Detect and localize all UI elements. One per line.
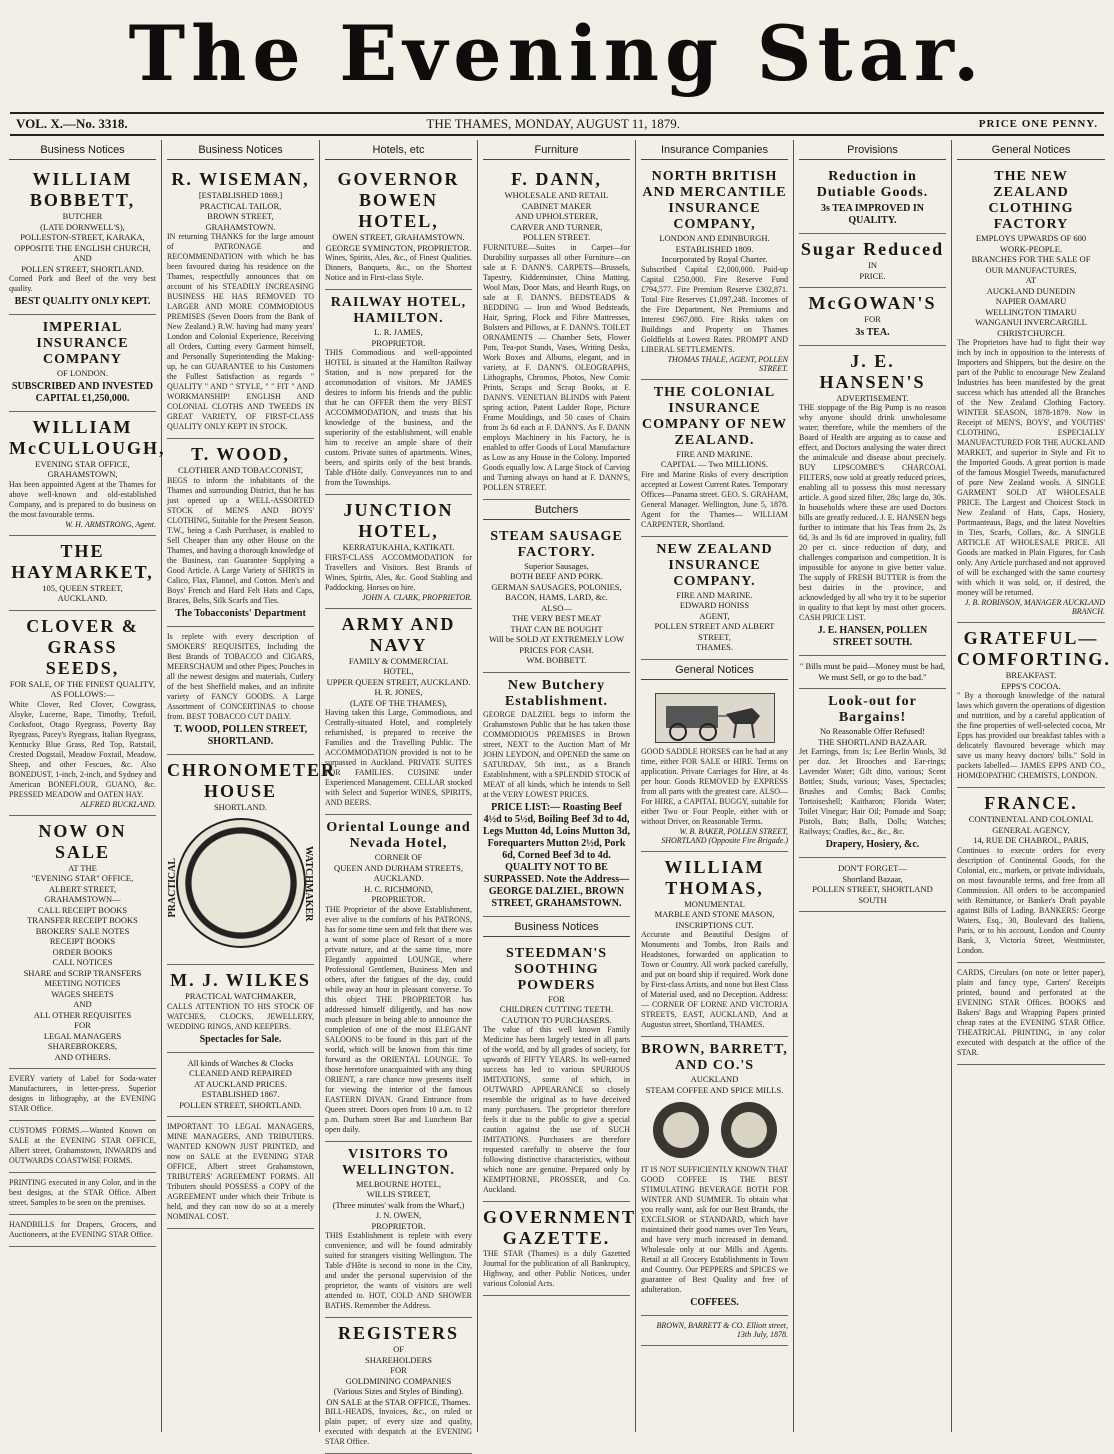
ad-line: CHILDREN CUTTING TEETH. bbox=[499, 1004, 614, 1014]
ad-headline: STEAM SAUSAGE FACTORY. bbox=[490, 528, 623, 560]
ad-signature: ALFRED BUCKLAND. bbox=[80, 799, 156, 809]
ad-body: THE stoppage of the Big Pump is no reason why anyone should drink unwholesome water; therefore, while the members of the Board of Health are arguing as to cause and effect, and Doctors analysing the water direct the animalcule and disease about precisely. BUY LIPSCOMBE'S CHARCOAL FILTERS, now sold at greatly reduced prices, enabling all to possess this most necessary article. A good sized filter, 28s; large do, 30s. In households where these are used Doctors bills are greatly reduced. J. E. HANSEN begs further to intimate that his Teas from 2s, 2s 6d, 3s and 3s 6d are improved in quality, full 20 per ct. since reduction of duty, and challenges comparison and competition. It is impossible for anyone to give better value. The supply of FRESH BUTTER is from the best dairies in the province, and acknowledged by all who try it to be superior in quality to that kept by most other grocers. CASH PRICE LIST. bbox=[799, 403, 946, 622]
ad-subhead: PRICE LIST:— Roasting Beef 4½d to 5½d, Boiling Beef 3d to 4d, Legs Mutton 4d, Loins Mutton 3d, Forequarters Mutton 2½d, Pork 6d, Corned Beef 3d to 4d. QUALITY NOT TO BE SURPASSED. Note the Address— GEORGE DALZIEL, BROWN STREET, GRAHAMSTOWN. bbox=[483, 801, 630, 909]
column bbox=[636, 140, 794, 1432]
advertisement bbox=[325, 290, 472, 495]
ad-subhead: SUBSCRIBED AND INVESTED CAPITAL £1,250,000. bbox=[11, 380, 154, 404]
ad-line: FIRE AND MARINE. bbox=[676, 589, 753, 600]
ad-line: CAUTION TO PURCHASERS. bbox=[501, 1014, 612, 1025]
advertisement bbox=[9, 412, 166, 536]
ad-headline: GOVERNOR BOWEN HOTEL, bbox=[337, 169, 460, 231]
ad-line: OF LONDON. bbox=[57, 368, 108, 378]
ad-body: Jet Earrings, from 1s; Lee Berlin Wools, 3d per doz. Jet Brooches and Ear-rings; Lavender Water; Gilt ditto, various; Scent Bottles; Studs, various; Vases, Spectacles; Brushes and Combs; Back Combs; Tortoiseshell; Kaitharon; Florida Water; Toilet Vinegar; Hair Oil; Pomade and Soap; Pistols, Bats; Balls, Dolls; Watches; Railways; Cradles, &c., &c., &c. bbox=[799, 747, 946, 836]
ad-headline: McGOWAN'S bbox=[808, 293, 937, 313]
ad-headline: Oriental Lounge and Nevada Hotel, bbox=[326, 820, 471, 851]
ad-subhead: Spectacles for Sale. bbox=[199, 1033, 282, 1045]
column bbox=[794, 140, 952, 1432]
ad-line: MELBOURNE HOTEL, bbox=[356, 1178, 441, 1189]
advertisement bbox=[325, 815, 472, 1142]
ad-headline: JUNCTION HOTEL, bbox=[343, 500, 454, 541]
ad-line: GOLDMINING COMPANIES bbox=[345, 1375, 452, 1386]
advertisement bbox=[483, 164, 630, 500]
ad-line: FOR bbox=[864, 314, 881, 324]
advertisement bbox=[483, 941, 630, 1203]
ad-headline: GRATEFUL—COMFORTING. bbox=[957, 628, 1111, 669]
ad-line: RECEIPT BOOKS bbox=[49, 936, 116, 946]
ad-line: CLEANED AND REPAIRED bbox=[189, 1068, 292, 1078]
ad-line: WILLIS STREET, bbox=[366, 1189, 431, 1199]
ad-line: CORNER OF bbox=[374, 852, 423, 862]
ad-line: HOTEL, bbox=[383, 666, 414, 676]
price: PRICE ONE PENNY. bbox=[978, 118, 1098, 130]
ad-body: White Clover, Red Clover, Cowgrass, Alsyke, Lucerne, Rape, Timothy, Trefoil, Cocksfoot, Otago Ryegrass, Poverty Bay Ryegrass, Pacey's Ryegrass, Italian Ryegrass, Kentucky Blue Grass, Red Top, Ratstail, Crested Dogstail, Meadow Foxtail, Meadow, Sheep, and other Fescues, &c. Also BONEDUST, 1-inch, 2-inch, and Sydney and American BONEFLOUR, GUANO, &c. PRESSED MEADOW and OATEN HAY. bbox=[9, 699, 156, 799]
ad-line: EPPS'S COCOA. bbox=[1001, 680, 1061, 691]
ad-headline: T. WOOD, bbox=[191, 444, 290, 464]
ad-line: NAPIER OAMARU bbox=[995, 296, 1067, 306]
advertisement bbox=[641, 1316, 788, 1346]
column bbox=[4, 140, 166, 1432]
ad-line: POLLEN STREET, SHORTLAND. bbox=[21, 263, 144, 274]
advertisement bbox=[325, 164, 472, 290]
newspaper-title: The Evening Star. bbox=[128, 9, 986, 98]
ad-headline: NOW ON SALE bbox=[38, 820, 127, 862]
ad-line: AUCKLAND. bbox=[57, 593, 108, 603]
ad-line: (Three minutes' walk from the Wharf,) bbox=[332, 1199, 465, 1210]
ad-line: (Various Sizes and Styles of Binding). bbox=[333, 1386, 464, 1396]
ad-headline: THE COLONIAL INSURANCE COMPANY OF NEW ZEALAND. bbox=[642, 384, 787, 448]
coffee-brand-badges bbox=[645, 1099, 785, 1161]
advertisement bbox=[9, 315, 156, 412]
ad-line: CALL RECEIPT BOOKS bbox=[37, 904, 128, 915]
ad-line: BACON, HAMS, LARD, &c. bbox=[505, 592, 608, 602]
ad-headline: RAILWAY HOTEL, HAMILTON. bbox=[330, 295, 467, 326]
ad-line: (LATE DORNWELL'S), bbox=[40, 221, 125, 232]
ad-headline: WILLIAM McCULLOUGH, bbox=[9, 416, 166, 458]
advertisement bbox=[9, 1069, 156, 1121]
ad-line: BROWN STREET, bbox=[207, 211, 274, 221]
ad-line: GEORGE SYMINGTON, PROPRIETOR. bbox=[325, 242, 472, 253]
ad-line: STEAM COFFEE AND SPICE MILLS. bbox=[645, 1084, 784, 1095]
advertisement bbox=[799, 164, 946, 234]
advertisement bbox=[957, 623, 1111, 788]
ad-line: TRANSFER RECEIPT BOOKS bbox=[27, 915, 138, 925]
ad-line: ADVERTISEMENT. bbox=[836, 392, 909, 403]
ad-headline: THE NEW ZEALAND CLOTHING FACTORY bbox=[988, 169, 1074, 232]
ad-subhead: T. WOOD, POLLEN STREET, SHORTLAND. bbox=[173, 723, 308, 747]
ad-body: FIRST-CLASS ACCOMMODATION for Travellers and Visitors. Best Brands of Wines, Spirits, Ales, &c. Good Stabling and Paddocking. Horses on hire. bbox=[325, 552, 472, 592]
clock-face-icon bbox=[176, 818, 306, 948]
ad-line: FOR SALE, OF THE FINEST QUALITY, bbox=[9, 678, 156, 689]
ad-line: BREAKFAST. bbox=[1005, 670, 1057, 680]
advertisement bbox=[325, 1142, 472, 1319]
columns bbox=[4, 140, 1111, 1446]
ad-line: All kinds of Watches & Clocks bbox=[187, 1057, 294, 1068]
advertisement bbox=[167, 164, 314, 439]
advertisement bbox=[9, 611, 156, 816]
ad-line: FAMILY & COMMERCIAL bbox=[348, 655, 449, 666]
ad-line: PROPRIETOR. bbox=[371, 337, 426, 348]
ad-line: WHOLESALE AND RETAIL bbox=[504, 190, 609, 200]
ad-body: Wines, Spirits, Ales, &c., of Finest Qualities. Dinners, Banquets, &c., on the Shortest Notice and in First-class Style. bbox=[325, 253, 472, 282]
ad-line: AT THE bbox=[68, 862, 97, 873]
ad-subhead: 3s TEA. bbox=[855, 326, 890, 338]
ad-body: THIS Establishment is replete with every convenience, and will be found admirably suited for strangers visiting Wellington. The Table d'Hôte is second to none in the City, and under the personal supervision of the proprietor, the wants of visitors are well attended to. HOT, COLD AND SHOWER BATHS. Remember the Address. bbox=[325, 1231, 472, 1310]
advertisement bbox=[483, 524, 630, 673]
ad-line: ORDER BOOKS bbox=[52, 946, 113, 957]
ad-body: HANDBILLS for Drapers, Grocers, and Auctioneers, at the EVENING STAR Office. bbox=[9, 1220, 156, 1239]
advertisement bbox=[957, 788, 1105, 963]
ad-body: Has been appointed Agent at the Thames for above well-known and old-established Company, and is prepared to do business on the most favourable terms. bbox=[9, 479, 156, 519]
ad-line: ALSO— bbox=[541, 602, 572, 613]
advertisement bbox=[325, 609, 472, 816]
ad-headline: M. J. WILKES bbox=[170, 970, 311, 990]
ad-line: QUEEN AND DURHAM STREETS, bbox=[334, 862, 463, 873]
ad-line: GRAHAMSTOWN, bbox=[47, 469, 118, 479]
ad-headline: R. WISEMAN, bbox=[171, 169, 310, 189]
ad-headline: REGISTERS bbox=[337, 1323, 460, 1343]
column bbox=[952, 140, 1110, 1432]
ad-line: DON'T FORGET— bbox=[838, 863, 907, 873]
ad-line: EDWARD HONISS bbox=[679, 600, 750, 610]
ad-subhead: Drapery, Hosiery, &c. bbox=[825, 839, 920, 850]
column bbox=[162, 140, 337, 1432]
ad-body: BEGS to inform the inhabitants of the Thames and surrounding District, that he has just opened up a WELL-ASSORTED STOCK of MEN'S AND BOYS' CLOTHING, Suitable for the Present Season. T.W., being a Cash Purchaser, is enabled to Sell Cheaper than any other House on the Thames, and having a thorough knowledge of the Business, can Guarantee Supplying a Good Article. A Large Variety of SHIRTS in Calico, Flax, Flannel, and Cotton. Men's and Boys' French and Hard Felt Hats and Caps, Braces, Belts, Silk Scarfs and Ties. bbox=[167, 475, 314, 605]
clock-left-label: PRACTICAL bbox=[167, 858, 178, 918]
ad-line: EMPLOYS UPWARDS OF 600 bbox=[975, 233, 1087, 243]
ad-line: SHORTLAND. bbox=[213, 801, 268, 812]
column bbox=[478, 140, 636, 1432]
masthead bbox=[0, 0, 1114, 110]
ad-body: FURNITURE—Suites in Carpet—for Durability surpasses all other Furniture—on sale at F. DANN'S. CARPETS—Brussels, Tapestry, Kidderminster, China Matting, Wool Mats, Door Mats, and Hearth Rugs, on sale at F. DANN'S. BEDSTEADS & BEDDING — Iron and Wood Bedsteads, Hair, Spring, Flock and Fibre Mattresses, Bolsters and Pillows, at F. DANN'S. TOILET ORNAMENTS — Chamber Sets, Flower Pots, Tea-pot Stands, Vases, Writing Desks, Work Boxes and Albums, elegant, and in variety, at F. DANN'S. OLEOGRAPHS, Lithographs, Chromos, Photos, New Comic Prints, Scraps and Scrap Books, at F. DANN'S. VENETIAN BLINDS with Patent spring action, Patent Ladder Rope, Picture Frame Mouldings, and 50 cases of Chairs from 2s 6d each at F. DANN'S. As F. DANN employs Machinery in his Factory, he is enabled to offer Goods of Local Manufacture as Low as any House in the Colony. Imported Goods equally low. A Large Stock of Carving and Turning always on hand at F. DANN'S, POLLEN STREET. bbox=[483, 242, 630, 492]
ad-body: GOOD SADDLE HORSES can be had at any time, either FOR SALE or HIRE. Terms on application. Private Carriages for Hire, at 4s per hour. Goods REMOVED by EXPRESS from all parts with the greatest care. ALSO— For HIRE, a CAPITAL BUGGY, suitable for either Two or Four People, either with or without Driver, on Reasonable Terms. bbox=[641, 746, 788, 826]
ad-body: Is replete with every description of SMOKERS' REQUISITES, Including the Best Brands of TOBACCO and CIGARS, MEERSCHAUM and other Pipes; Pouches in all the newest designs and materials, Cutlery of the best Sheffield makes, and an infinite variety of FANCY GOODS. A Large Assortment of CONCERTINAS to choose from. BEST TOBACCO CUT DAILY. bbox=[167, 631, 314, 721]
advertisement bbox=[325, 1318, 472, 1454]
ad-line: WANGANUI INVERCARGILL bbox=[975, 317, 1087, 327]
ad-line: AND UPHOLSTERER, bbox=[515, 211, 598, 221]
advertisement bbox=[799, 689, 946, 858]
advertisement bbox=[167, 627, 314, 755]
advertisement bbox=[641, 1037, 788, 1316]
column-heading: Business Notices bbox=[9, 140, 156, 160]
ad-body: Accurate and Beautiful Designs of Monuments and Tombs, Iron Rails and Headstones, forwarded on application to Town or Country. All work packed carefully, and put on board ship if required. Work done by First-class Artists, and none but Best Class of Material used, and no Deception. Address:— CORNER OF LORNE AND VICTORIA STREETS, EAST, AUCKLAND, And at Augustus street, Shortland, THAMES. bbox=[641, 930, 788, 1029]
ad-line: AUCKLAND. bbox=[373, 873, 424, 883]
ad-line: GERMAN SAUSAGES, POLONIES, bbox=[491, 581, 622, 592]
ad-line: FOR bbox=[390, 1365, 407, 1375]
ad-line: BRANCHES FOR THE SALE OF bbox=[971, 254, 1091, 264]
advertisement bbox=[799, 858, 946, 912]
ad-line: SHAREBROKERS, bbox=[47, 1041, 118, 1051]
ad-body: Subscribed Capital £2,000,000. Paid-up Capital £250,000. Fire Reserve Fund £794,577. Fire Premium Reserve £302,871. Total Fire Reserves £1,097,248. Incomes of the Fire Department, Net Premiums and Interest £967,080. Fire Risks taken on Buildings and Property on Thames Goldfields at Lowest Rates. PROMPT AND LIBERAL SETTLEMENTS. bbox=[641, 264, 788, 354]
ad-line: CABINET MAKER bbox=[521, 200, 592, 211]
ad-signature: W. B. BAKER, POLLEN STREET, SHORTLAND (Opposite Fire Brigade.) bbox=[661, 826, 788, 845]
section-heading: Business Notices bbox=[483, 917, 630, 937]
ad-line: MONUMENTAL bbox=[684, 898, 745, 909]
ad-line: PROPRIETOR. bbox=[371, 894, 426, 904]
advertisement bbox=[167, 965, 314, 1053]
column bbox=[320, 140, 478, 1446]
advertisement bbox=[167, 1117, 314, 1229]
ad-line: J. N. OWEN, bbox=[375, 1210, 422, 1220]
ad-body: IT IS NOT SUFFICIENTLY KNOWN THAT GOOD COFFEE IS THE BEST STIMULATING BEVERAGE BOTH FOR WINTER AND SUMMER. To obtain what you really want, ask for our Best Brands, the EXCELSIOR or STANDARD, which have maintained their good names over Ten Years, and have very much increased in demand. Wholesale only at our Mills and Agents. Retail at all Grocery Establishments in Town and Country. Our PEPPERS and SPICES we guarantee of Best Quality and free of adulteration. bbox=[641, 1165, 788, 1294]
ad-headline: CHRONOMETER HOUSE bbox=[167, 759, 337, 801]
column-heading: Insurance Companies bbox=[641, 140, 788, 160]
ad-line: AS FOLLOWS:— bbox=[50, 689, 115, 699]
ad-headline: STEEDMAN'S SOOTHING POWDERS bbox=[505, 945, 608, 993]
ad-line: MARBLE AND STONE MASON, bbox=[654, 909, 775, 919]
ad-headline: Look-out for Bargains! bbox=[828, 694, 917, 725]
ad-line: AGENT, bbox=[699, 610, 730, 621]
ad-line: OWEN STREET, GRAHAMSTOWN. bbox=[332, 232, 465, 242]
ad-headline: THE HAYMARKET, bbox=[11, 540, 154, 582]
ad-subhead: 3s TEA IMPROVED IN QUALITY. bbox=[821, 203, 924, 226]
ad-line: ALL OTHER REQUISITES bbox=[33, 1009, 132, 1020]
ad-line: FOR bbox=[548, 993, 565, 1004]
ad-subhead: J. E. HANSEN, POLLEN STREET SOUTH. bbox=[817, 625, 928, 648]
ad-headline: FRANCE. bbox=[984, 793, 1078, 813]
ad-line: CHRISTCHURCH. bbox=[997, 327, 1065, 338]
ad-body: " By a thorough knowledge of the natural laws which govern the operations of digestion and nutrition, and by a careful application of the fine properties of well-selected cocoa, Mr Epps has provided our breakfast tables with a delicately flavoured beverage which may save us many heavy doctors' bills." Sold in packets labelled— JAMES EPPS AND CO., HOMŒOPATHIC CHEMISTS, LONDON. bbox=[957, 691, 1105, 780]
advertisement bbox=[799, 346, 946, 657]
ad-headline: WILLIAM THOMAS, bbox=[664, 856, 765, 898]
ad-line: FOR bbox=[74, 1020, 91, 1030]
ad-headline: J. E. HANSEN'S bbox=[819, 350, 926, 392]
ad-line: Superior Sausages, bbox=[524, 560, 589, 571]
ad-body: THE Proprietor of the above Establishment, ever alive to the comforts of his PATRONS, has for some time seen and felt that there was a want of some place of Resort of a more private nature, and at the same time, more Elegantly appointed LOUNGE, where Professional Gentlemen, Business Men and others, after the fatigues of the day, could while away an hour in pleasant converse. To this object THE PROPRIETOR has addressed himself diligently, and has now much pleasure in being able to announce the completion of one of the most ELEGANT SALOONS to be found in this part of the world, which will be known from this time forward as the ORIENTAL LOUNGE. To those heretofore unacquainted with any thing ORIENT, a rare chance now presents itself for viewing the interior of the famous EASTERN DIVAN. Grand Entrance from Queen street. Doors open from 10 a.m. to 12 p.m. Durham street Bar and Luncheon Bar open daily. bbox=[325, 904, 472, 1134]
ad-subhead: BEST QUALITY ONLY KEPT. bbox=[14, 296, 151, 307]
advertisement bbox=[799, 656, 946, 689]
advertisement bbox=[641, 380, 788, 537]
ad-body: CUSTOMS FORMS.—Wanted Known on SALE at the EVENING STAR OFFICE, Albert street, Grahamstown, INWARDS and OUTWARDS COASTWISE FORMS. bbox=[9, 1126, 156, 1165]
ad-line: THAMES. bbox=[695, 642, 734, 652]
ad-line: THE VERY BEST MEAT bbox=[512, 613, 601, 623]
ad-line: GENERAL AGENCY, bbox=[992, 824, 1070, 835]
advertisement bbox=[641, 164, 788, 380]
ad-body: Continues to execute orders for every description of Continental Goods, for the Colonial, etc., markets, or private individuals, on most favourable terms, and free from all Commission. All orders to be accompanied with Remittance, or Banker's Draft payable against Bills of Lading. BANKERS: George Waters, Esq., 30, Boulevard des Italiens, Paris, or to his account, London and County Bank, 3, Victoria Street, Westminster, London. bbox=[957, 845, 1105, 955]
ad-line: [ESTABLISHED 1869.] bbox=[198, 190, 283, 200]
ad-line: KERRATUKAHIA, KATIKATI. bbox=[342, 542, 455, 552]
ad-line: GRAHAMSTOWN— bbox=[44, 894, 121, 904]
ad-body: THIS Commodious and well-appointed HOTEL is situated at the Hamilton Railway Station, and is now prepared for the accommodation of visitors. Mr JAMES desires to inform his friends and the public that he can OFFER them the very BEST ACCOMMODATION, and trusts that his knowledge of the business, and the superiority of the establishment, will enable him to receive an ample share of their custom. Private suites of apartments. Wines, beers, and spirits only of the best brands. Table d'Hôte daily. Conveyances run to and from the Townships. bbox=[325, 348, 472, 487]
ad-line: IN bbox=[868, 260, 877, 270]
ad-line: POLLEN STREET AND ALBERT STREET, bbox=[654, 621, 775, 642]
ad-line: WELLINGTON TIMARU bbox=[985, 306, 1077, 317]
clock-illustration bbox=[167, 818, 314, 958]
advertisement bbox=[483, 1202, 637, 1296]
advertisement bbox=[799, 288, 946, 346]
ad-headline: IMPERIAL INSURANCE COMPANY bbox=[36, 320, 129, 367]
ad-line: 14, RUE DE CHABROL, PARIS, bbox=[973, 835, 1089, 845]
ad-body: GEORGE DALZIEL begs to inform the Grahamstown Public that he has taken those COMMODIOUS PREMISES in Brown street, NEXT to the Auction Mart of Mr JOHN LEYDON, and OPENED the same on SATURDAY, 5th inst., as a Branch Establishment, with a SPLENDID STOCK of MEAT of all kinds, which he intends to Sell at the VERY LOWEST PRICES. bbox=[483, 709, 630, 799]
ad-line: POLLEN STREET. bbox=[522, 232, 591, 242]
ad-line: No Reasonable Offer Refused! bbox=[820, 726, 925, 736]
ad-body: CARDS, Circulars (on note or letter paper), plain and fancy type, Carters' Receipts printed, bound and perforated at the EVENING STAR Offices. BOOKS and Bakers' Bags and Wrapping Papers printed cheap rates at the EVENING STAR Office. THEATRICAL PRINTING, in any color executed with despatch at the office of the STAR. bbox=[957, 967, 1105, 1057]
ad-line: FIRE AND MARINE. bbox=[676, 448, 753, 459]
advertisement bbox=[799, 234, 946, 288]
advertisement bbox=[167, 755, 337, 966]
ad-line: CLOTHIER AND TOBACCONIST, bbox=[178, 465, 303, 475]
ad-line: AT bbox=[1025, 275, 1037, 285]
ad-signature: THOMAS THALE, AGENT, POLLEN STREET. bbox=[667, 354, 788, 373]
column-heading: Hotels, etc bbox=[325, 140, 472, 160]
ad-line: MEETING NOTICES bbox=[44, 978, 121, 988]
ad-signature: BROWN, BARRETT & CO. Elliott street, 13th July, 1878. bbox=[656, 1321, 788, 1339]
column-heading: Provisions bbox=[799, 140, 946, 160]
ad-line: ESTABLISHED 1867. bbox=[201, 1089, 280, 1099]
ad-line: CAPITAL — Two MILLIONS. bbox=[660, 459, 769, 469]
ad-line: OUR MANUFACTURES, bbox=[985, 264, 1077, 275]
column-heading: General Notices bbox=[957, 140, 1105, 160]
ad-line: ON SALE at the STAR OFFICE, Thames. bbox=[326, 1396, 471, 1407]
ad-body: IN returning THANKS for the large amount of PATRONAGE and RECOMMENDATION with which he has been favoured during his residence on the Thames, respectfully announces that on account of his STEADILY INCREASING BUSINESS HE HAS REMOVED TO LARGER AND MORE COMMODIOUS PREMISES (Seven Doors from the Bank of New Zealand.) R.W. having had many years' London and Colonial Experience, Receiving all Orders, Cutting every Garment himself, and Personally Superintending the Making-up, he can GUARANTEE to his Customers the Fullest Satisfaction as regards " QUALITY " AND " STYLE, " " FIT " AND WORKMANSHIP! ENGLISH AND COLONIAL CLOTHS AND TWEEDS IN GREAT VARIETY, OF FIRST-CLASS QUALITY ONLY KEPT IN STOCK. bbox=[167, 232, 314, 431]
ad-body: Having taken this Large, Commodious, and Centrally-situated Hotel, and completely refurnished, is prepared to receive the Families and the Travelling Public. The ACCOMMODATION provided is not to be surpassed in Auckland. PRIVATE SUITES FOR FAMILIES. CUISINE under Experienced Management. CELLAR stocked with Select and Superior WINES, SPIRITS, AND BEERS. bbox=[325, 708, 472, 807]
advertisement bbox=[167, 1053, 314, 1118]
ad-line: CALL NOTICES bbox=[52, 957, 113, 967]
ad-line: BROKERS' SALE NOTES bbox=[35, 925, 130, 936]
ad-body: Corned Pork and Beef of the very best quality. bbox=[9, 274, 156, 293]
ad-body: PRINTING executed in any Color, and in the best designs, at the STAR Office. Albert street. Samples to be seen on the premises. bbox=[9, 1178, 156, 1207]
advertisement bbox=[957, 164, 1105, 623]
ad-line: ESTABLISHED 1809. bbox=[675, 243, 754, 254]
advertisement bbox=[957, 963, 1105, 1065]
ad-subhead: COFFEES. bbox=[690, 1297, 739, 1308]
ad-headline: ARMY AND NAVY bbox=[341, 613, 456, 655]
advertisement bbox=[9, 1173, 156, 1215]
ad-line: ALBERT STREET, bbox=[48, 883, 117, 894]
ad-body: The Proprietors have had to fight their way inch by inch in opposition to the interests of Importers and Shippers, but the desire on the part of the Public to encourage New Zealand Industries has been manifested by the great success which has attended all the Branches of the New Zealand Clothing Factory. WINTER SEASON, 1878-1879. Now in Receipt of MEN'S, BOYS', and YOUTHS' CLOTHING, ESPECIALLY MANUFACTURED FOR THE AUCKLAND MARKET, and superior in Style and Fit to the Imported Goods. A great portion is made of the famous Mosgiel Tweeds, manufactured of pure New Zealand wools. A SINGLE GARMENT SOLD AT WHOLESALE PRICE. The Largest and Choicest Stock in New Zealand of Hats, Caps, Hosiery, Portmanteaus, Bags, and the latest Novelties in Ties, Scarfs, Collars, &c. A SINGLE ARTICLE AT WHOLESALE PRICE. All Goods are marked in Plain Figures, for Cash only. Any Article purchased and not approved of will be exchanged with the same courtesy with which it was sold, or, if desired, the money will be returned. bbox=[957, 338, 1105, 597]
ad-body: EVERY variety of Label for Soda-water Manufacturers, in letter-press. Superior designs in lithography, at the EVENING STAR Office. bbox=[9, 1074, 156, 1113]
ad-line: THE SHORTLAND BAZAAR. bbox=[818, 736, 927, 747]
ad-line: PRACTICAL WATCHMAKER, bbox=[185, 991, 296, 1001]
ad-line: WAGES SHEETS bbox=[51, 988, 114, 999]
ad-headline: WILLIAM BOBBETT, bbox=[29, 169, 136, 210]
ad-line: BUTCHER bbox=[62, 211, 103, 221]
ad-line: PROPRIETOR. bbox=[371, 1220, 426, 1231]
ad-line: L. R. JAMES, bbox=[374, 327, 423, 337]
ad-line: Will be SOLD AT EXTREMELY LOW bbox=[488, 634, 625, 644]
ad-body: Fire and Marine Risks of every description accepted at Lowest Current Rates. Temporary Offices—Panama street. GEO. S. GRAHAM, General Manager. Wellington, June 5, 1878. Agent for the Thames— WILLIAM CARPENTER, Shortland. bbox=[641, 469, 788, 529]
advertisement bbox=[641, 537, 788, 660]
ad-headline: NORTH BRITISH AND MERCANTILE INSURANCE COMPANY, bbox=[642, 169, 787, 232]
ad-line: POLLESTON-STREET, KARAKA, bbox=[20, 232, 145, 242]
advertisement bbox=[9, 536, 156, 611]
ad-headline: Sugar Reduced bbox=[800, 239, 945, 259]
ad-line: OPPOSITE THE ENGLISH CHURCH, bbox=[14, 242, 151, 253]
ad-line: WORK-PEOPLE. bbox=[999, 243, 1063, 254]
column-heading: Furniture bbox=[483, 140, 630, 160]
place-date: THE THAMES, MONDAY, AUGUST 11, 1879. bbox=[426, 116, 681, 131]
ad-line: H. C. RICHMOND, bbox=[364, 883, 433, 894]
ad-line: EVENING STAR OFFICE, bbox=[35, 458, 130, 469]
ad-line: Incorporated by Royal Charter. bbox=[661, 254, 768, 264]
ad-signature: JOHN A. CLARK, PROPRIETOR. bbox=[362, 592, 472, 602]
section-heading: General Notices bbox=[641, 660, 788, 680]
ad-headline: Reduction in Dutiable Goods. bbox=[816, 169, 929, 200]
ad-headline: GOVERNMENT GAZETTE. bbox=[483, 1207, 637, 1248]
ad-body: IMPORTANT TO LEGAL MANAGERS, MINE MANAGERS, AND TRIBUTERS. WANTED KNOWN JUST PRINTED, and now on SALE at the EVENING STAR OFFICE, Albert street Grahamstown, TRIBUTERS' AGREEMENT FORMS. All Tributers should POSSESS a COPY of the AGREEMENT under which their Tribute is held, and they can now do so at a merely NOMINAL COST. bbox=[167, 1122, 314, 1221]
advertisement bbox=[641, 684, 788, 852]
dateline bbox=[10, 112, 1104, 136]
ad-line: LONDON AND EDINBURGH. bbox=[659, 233, 770, 243]
ad-line: H. R. JONES, bbox=[374, 687, 423, 697]
ad-body: BILL-HEADS, Invoices, &c., on ruled or plain paper, of every size and quality, executed with despatch at the EVENING STAR Office. bbox=[325, 1407, 472, 1446]
ad-signature: J. B. ROBINSON, MANAGER AUCKLAND BRANCH. bbox=[964, 598, 1105, 616]
ad-line: PRICES FOR CASH. bbox=[519, 644, 594, 655]
ad-line: SHARE and SCRIP TRANSFERS bbox=[23, 967, 142, 978]
advertisement bbox=[9, 164, 156, 315]
horse-cart-illustration bbox=[655, 693, 775, 743]
advertisement bbox=[9, 1215, 156, 1247]
ad-line: WM. BOBBETT. bbox=[526, 655, 587, 665]
ad-headline: BROWN, BARRETT, AND CO.'S bbox=[641, 1042, 788, 1073]
advertisement bbox=[325, 495, 472, 609]
ad-line: OF bbox=[393, 1344, 404, 1354]
ad-line: Shortland Bazaar, bbox=[842, 873, 903, 884]
ad-line: UPPER QUEEN STREET, AUCKLAND. bbox=[326, 676, 471, 687]
ad-body: The value of this well known Family Medicine has been largely tested in all parts of the world, and by all grades of society, for upwards of FIFTY YEARS. Its well-earned success has led to various SPURIOUS IMITATIONS, some of which, in OUTWARD APPEARANCE so closely resemble the original as to have deceived many purchasers. The proprietor therefore feels it due to the public to give a special caution against the use of SUCH IMITATIONS. Purchasers are therefore requested carefully to observe the four following distinctive characteristics, without which none are genuine. Prepared only by KEMPTHORNE, PROSSER, and Co. Auckland. bbox=[483, 1025, 630, 1194]
ad-line: THAT CAN BE BOUGHT bbox=[510, 623, 603, 634]
ad-line: " Bills must be paid—Money must be had, bbox=[799, 661, 946, 671]
ad-headline: NEW ZEALAND INSURANCE COMPANY. bbox=[656, 541, 773, 589]
ad-line: PRACTICAL TAILOR, bbox=[199, 200, 282, 211]
ad-signature: W. H. ARMSTRONG, Agent. bbox=[65, 519, 156, 529]
ad-line: AUCKLAND DUNEDIN bbox=[986, 285, 1076, 296]
ad-line: POLLEN STREET, SHORTLAND SOUTH bbox=[812, 884, 933, 905]
ad-line: AND OTHERS. bbox=[54, 1051, 111, 1062]
ad-headline: New Butchery Establishment. bbox=[504, 677, 609, 709]
ad-line: LEGAL MANAGERS bbox=[43, 1030, 122, 1041]
ad-line: GRAHAMSTOWN. bbox=[205, 221, 276, 232]
ad-subhead: The Tobacconists' Department bbox=[175, 607, 306, 619]
ad-line: INSCRIPTIONS CUT. bbox=[675, 919, 754, 930]
ad-body: CALLS ATTENTION TO HIS STOCK OF WATCHES, CLOCKS, JEWELLERY, WEDDING RINGS, AND KEEPERS. bbox=[167, 1001, 314, 1031]
ad-line: CONTINENTAL AND COLONIAL bbox=[968, 814, 1094, 824]
ad-line: PRICE. bbox=[859, 270, 886, 281]
ad-body: THE STAR (Thames) is a duly Gazetted Journal for the publication of all Bankruptcy, Highway, and other Public Notices, under various Colonial Acts. bbox=[483, 1249, 630, 1288]
ad-line: AND bbox=[73, 999, 92, 1009]
advertisement bbox=[9, 1121, 156, 1173]
ad-line: AUCKLAND bbox=[690, 1074, 739, 1084]
clock-right-label: WATCHMAKER bbox=[303, 846, 314, 922]
ad-headline: VISITORS TO WELLINGTON. bbox=[341, 1146, 456, 1178]
ad-line: AT AUCKLAND PRICES. bbox=[194, 1078, 287, 1089]
ad-line: AND bbox=[73, 253, 92, 263]
ad-line: BOTH BEEF AND PORK. bbox=[509, 571, 604, 581]
ad-line: (LATE OF THE THAMES), bbox=[350, 697, 447, 708]
column-heading: Business Notices bbox=[167, 140, 314, 160]
advertisement bbox=[9, 816, 156, 1070]
ad-line: 105, QUEEN STREET, bbox=[42, 582, 123, 593]
ad-line: "EVENING STAR" OFFICE, bbox=[31, 873, 134, 883]
advertisement bbox=[483, 673, 630, 917]
ad-line: We must Sell, or go to the bad." bbox=[818, 671, 927, 682]
ad-headline: CLOVER & GRASS SEEDS, bbox=[26, 615, 139, 678]
volume-number: VOL. X.—No. 3318. bbox=[16, 116, 128, 131]
ad-line: POLLEN STREET, SHORTLAND. bbox=[179, 1099, 302, 1110]
advertisement bbox=[167, 439, 314, 627]
section-heading: Butchers bbox=[483, 500, 630, 520]
ad-headline: F. DANN, bbox=[511, 169, 602, 189]
advertisement bbox=[641, 852, 788, 1038]
ad-line: SHAREHOLDERS bbox=[364, 1354, 433, 1365]
ad-line: CARVER AND TURNER, bbox=[510, 221, 603, 232]
